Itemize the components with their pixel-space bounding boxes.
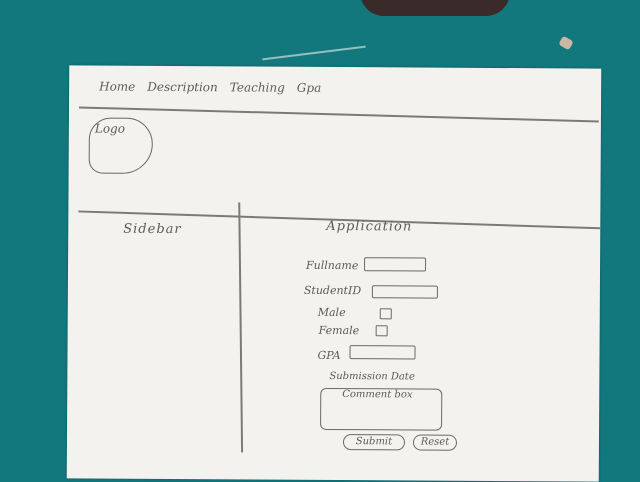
nav-item-home[interactable]: Home — [99, 79, 136, 94]
top-nav — [99, 80, 321, 95]
studentid-input[interactable] — [372, 285, 438, 298]
nav-item-gpa[interactable]: Gpa — [296, 80, 322, 95]
fullname-input[interactable] — [364, 257, 426, 271]
reset-button[interactable]: Reset — [413, 434, 457, 450]
gpa-label: GPA — [317, 348, 341, 363]
female-checkbox[interactable] — [376, 325, 388, 336]
nav-item-description[interactable]: Description — [147, 79, 218, 95]
sidebar-divider — [238, 202, 242, 452]
fullname-label: Fullname — [306, 258, 359, 273]
submit-button[interactable]: Submit — [343, 434, 405, 450]
table-chip — [558, 36, 573, 51]
submission-date-label: Submission Date — [329, 370, 415, 383]
table-object — [360, 0, 510, 16]
header-divider — [79, 106, 599, 122]
application-title: Application — [326, 218, 413, 235]
sidebar-label: Sidebar — [123, 221, 182, 238]
female-label: Female — [318, 323, 360, 338]
comment-placeholder: Comment box — [342, 389, 413, 401]
wireframe-paper — [67, 65, 602, 481]
table-scratch — [262, 46, 365, 61]
male-label: Male — [317, 305, 346, 320]
male-checkbox[interactable] — [380, 308, 392, 319]
logo-label: Logo — [94, 121, 126, 136]
nav-item-teaching[interactable]: Teaching — [229, 80, 285, 95]
gpa-input[interactable] — [349, 345, 415, 359]
studentid-label: StudentID — [303, 283, 362, 298]
